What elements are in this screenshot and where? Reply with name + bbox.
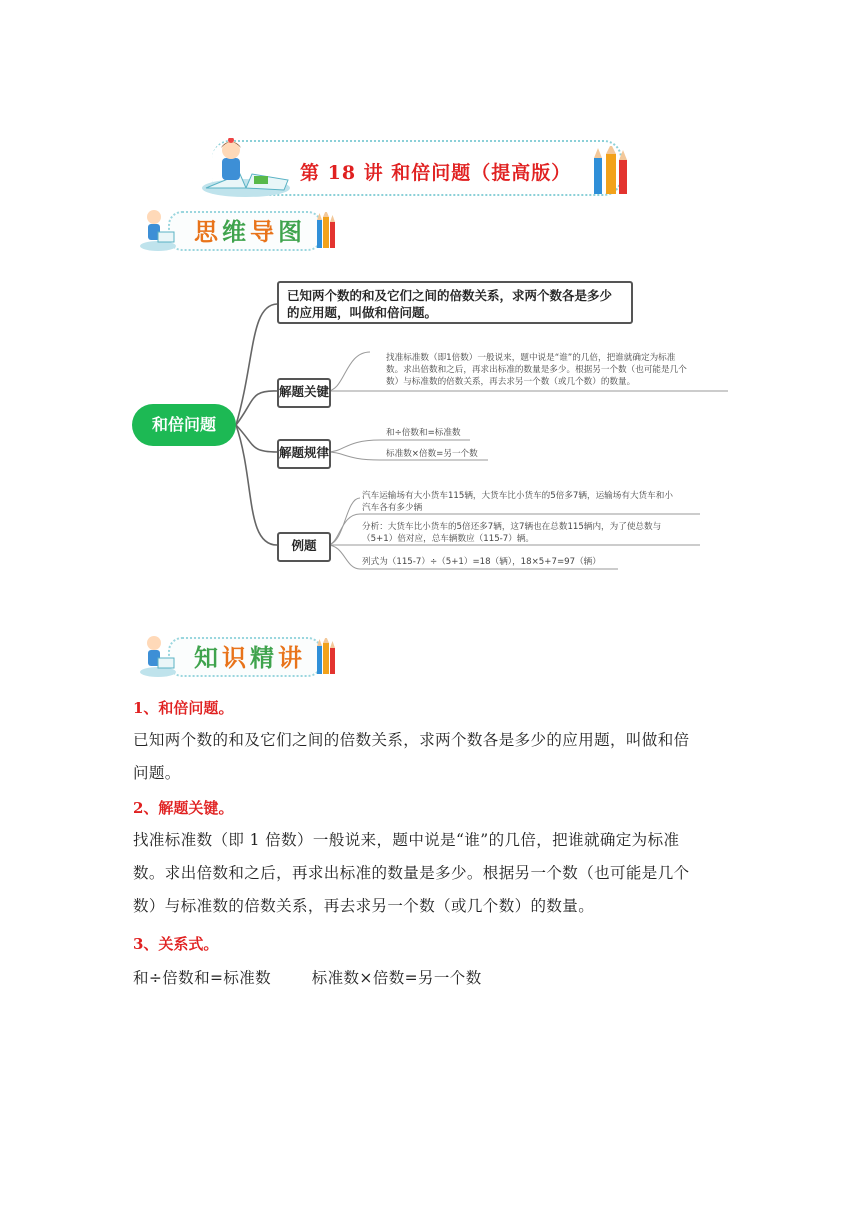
mind-map-node-example: 例题: [277, 532, 331, 562]
paragraph-3: [133, 962, 733, 995]
paragraph-2: [133, 824, 733, 923]
mind-map-example-formula: 列式为（115-7）÷（5+1）=18（辆），18×5+7=97（辆）: [362, 557, 601, 567]
paragraph-1: [133, 724, 733, 790]
paragraph-line: 找准标准数（即 1 倍数）一般说来，题中说是“谁”的几倍，把谁就确定为标准: [133, 831, 680, 849]
girl-reading-icon: [136, 632, 180, 680]
mind-map-rule-item: 标准数×倍数=另一个数: [386, 449, 478, 459]
paragraph-line: 已知两个数的和及它们之间的倍数关系，求两个数各是多少的应用题，叫做和倍: [133, 731, 690, 749]
mind-map-rule-item: 和÷倍数和=标准数: [386, 428, 461, 438]
mind-map-title-char: 图: [278, 217, 306, 246]
formula-standard: 和÷倍数和=标准数: [133, 969, 272, 987]
mind-map-node-rule: 解题规律: [277, 439, 331, 469]
formula-other: 标准数×倍数=另一个数: [311, 969, 482, 987]
heading-1: 1、和倍问题。: [133, 699, 234, 717]
mind-map-title-char: 导: [250, 217, 278, 246]
mind-map-title-char: 思: [194, 217, 222, 246]
knowledge-title-char: 知: [194, 643, 222, 672]
mind-map-root: 和倍问题: [132, 404, 236, 446]
knowledge-title-char: 精: [250, 643, 278, 672]
knowledge-title-char: 讲: [278, 643, 306, 672]
mind-map-example-problem: [362, 490, 702, 514]
paragraph-line: 问题。: [133, 764, 181, 782]
mind-map-example-line: （5+1）倍对应，总车辆数应（115-7）辆。: [362, 534, 535, 544]
heading-3: 3、关系式。: [133, 935, 219, 953]
mind-map-definition: 已知两个数的和及它们之间的倍数关系，求两个数各是多少的应用题，叫做和倍问题。: [277, 281, 633, 324]
mind-map-example-line: 汽车运输场有大小货车115辆，大货车比小货车的5倍多7辆，运输场有大货车和小: [362, 491, 673, 501]
mind-map-key-line: 找准标准数（即1倍数）一般说来，题中说是“谁”的几倍，把谁就确定为标准: [386, 353, 676, 363]
paragraph-line: 数。求出倍数和之后，再求出标准的数量是多少。根据另一个数（也可能是几个: [133, 864, 690, 882]
paragraph-line: 数）与标准数的倍数关系，再去求另一个数（或几个数）的数量。: [133, 897, 595, 915]
mind-map-example-line: 汽车各有多少辆: [362, 503, 423, 513]
mind-map-node-key: 解题关键: [277, 378, 331, 408]
knowledge-title-char: 识: [222, 643, 250, 672]
mind-map-example-line: 分析：大货车比小货车的5倍还多7辆，这7辆也在总数115辆内，为了使总数与: [362, 522, 662, 532]
mind-map-title-char: 维: [222, 217, 250, 246]
heading-2: 2、解题关键。: [133, 799, 234, 817]
mind-map-example-analysis: [362, 521, 702, 545]
pencils-icon: [316, 638, 336, 674]
knowledge-section-title: [194, 638, 306, 673]
mind-map-key-text: [386, 352, 726, 388]
page-title: 第 18 讲 和倍问题（提高版）: [300, 162, 572, 184]
mind-map-key-line: 数）与标准数的倍数关系，再去求另一个数（或几个数）的数量。: [386, 377, 636, 387]
mind-map-key-line: 数。求出倍数和之后，再求出标准的数量是多少。根据另一个数（也可能是几个: [386, 365, 687, 375]
